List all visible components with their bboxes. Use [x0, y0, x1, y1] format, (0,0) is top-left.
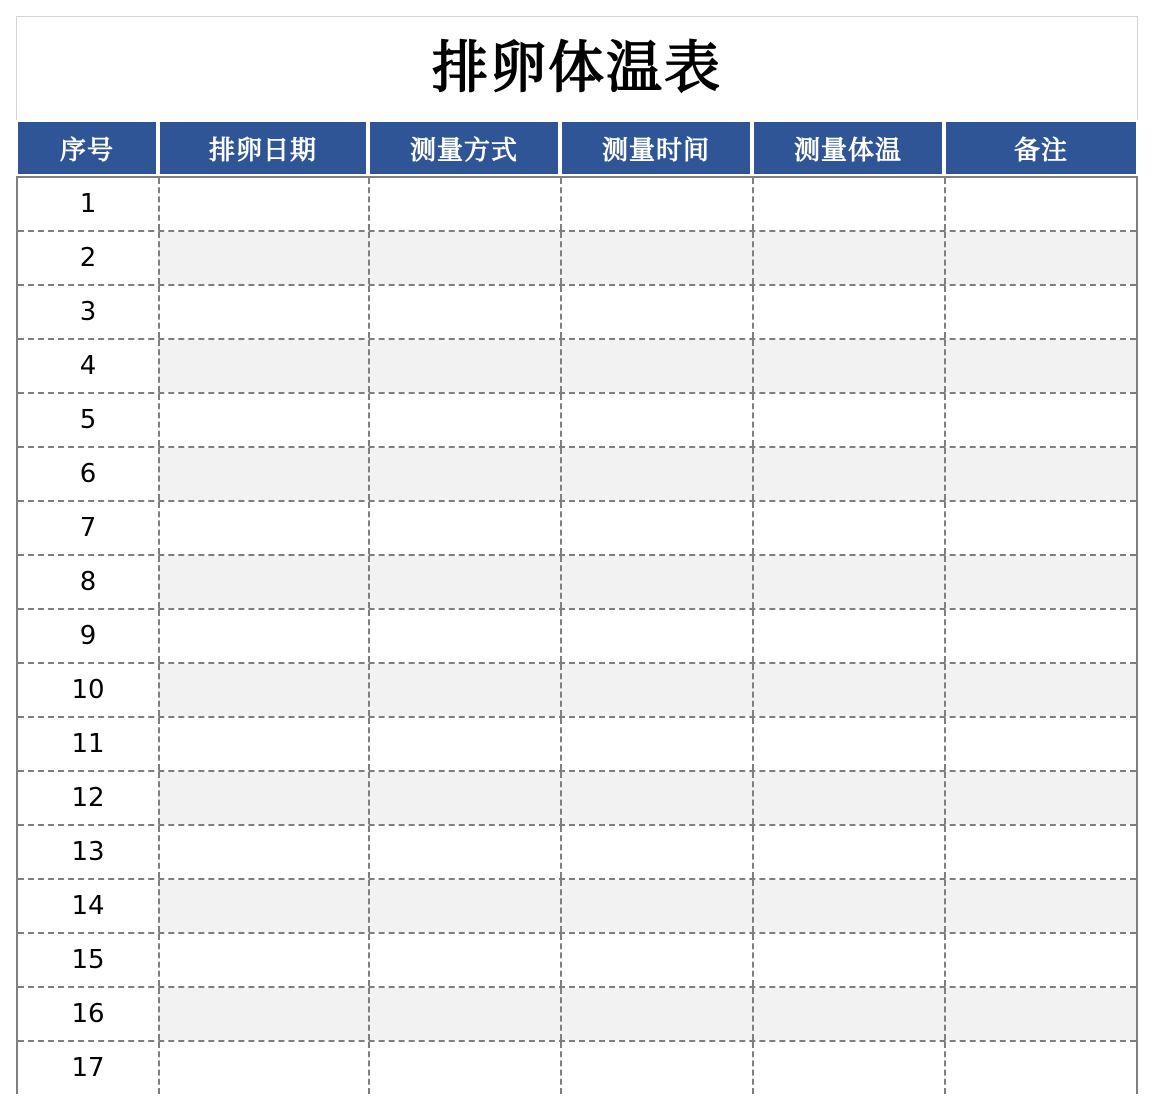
cell-date[interactable]	[158, 718, 368, 770]
cell-temperature[interactable]	[752, 340, 944, 392]
cell-date[interactable]	[158, 988, 368, 1040]
cell-time[interactable]	[560, 232, 752, 284]
table-row	[18, 932, 1136, 986]
table-row	[18, 986, 1136, 1040]
table-row	[18, 230, 1136, 284]
table-row	[18, 446, 1136, 500]
cell-seq[interactable]	[18, 502, 158, 554]
header-cell-temperature[interactable]	[752, 120, 944, 176]
cell-seq[interactable]	[18, 448, 158, 500]
cell-time[interactable]	[560, 286, 752, 338]
table-row	[18, 554, 1136, 608]
cell-notes[interactable]	[944, 232, 1136, 284]
cell-method[interactable]	[368, 340, 560, 392]
cell-temperature[interactable]	[752, 556, 944, 608]
header-label: 排卵日期	[208, 135, 317, 166]
cell-notes[interactable]	[944, 340, 1136, 392]
row-number: 7	[79, 513, 97, 543]
row-number: 3	[79, 297, 97, 327]
header-cell-notes[interactable]	[944, 120, 1138, 176]
cell-seq[interactable]	[18, 772, 158, 824]
cell-time[interactable]	[560, 664, 752, 716]
row-number: 10	[71, 675, 105, 705]
cell-temperature[interactable]	[752, 232, 944, 284]
cell-date[interactable]	[158, 556, 368, 608]
header-label: 备注	[1013, 135, 1068, 166]
row-number: 11	[71, 729, 105, 759]
cell-method[interactable]	[368, 556, 560, 608]
cell-seq[interactable]	[18, 826, 158, 878]
cell-date[interactable]	[158, 880, 368, 932]
table-row	[18, 500, 1136, 554]
cell-date[interactable]	[158, 826, 368, 878]
cell-notes[interactable]	[944, 610, 1136, 662]
cell-notes[interactable]	[944, 448, 1136, 500]
cell-date[interactable]	[158, 1042, 368, 1094]
cell-time[interactable]	[560, 178, 752, 230]
cell-notes[interactable]	[944, 664, 1136, 716]
cell-temperature[interactable]	[752, 286, 944, 338]
cell-seq[interactable]	[18, 178, 158, 230]
cell-seq[interactable]	[18, 988, 158, 1040]
row-number: 17	[71, 1053, 105, 1083]
table-row	[18, 284, 1136, 338]
cell-notes[interactable]	[944, 286, 1136, 338]
cell-notes[interactable]	[944, 502, 1136, 554]
cell-notes[interactable]	[944, 880, 1136, 932]
cell-time[interactable]	[560, 502, 752, 554]
cell-temperature[interactable]	[752, 880, 944, 932]
cell-date[interactable]	[158, 394, 368, 446]
cell-method[interactable]	[368, 502, 560, 554]
cell-temperature[interactable]	[752, 664, 944, 716]
row-number: 12	[71, 783, 105, 813]
cell-temperature[interactable]	[752, 394, 944, 446]
cell-method[interactable]	[368, 394, 560, 446]
cell-method[interactable]	[368, 232, 560, 284]
cell-temperature[interactable]	[752, 178, 944, 230]
cell-seq[interactable]	[18, 286, 158, 338]
table-row	[18, 878, 1136, 932]
cell-notes[interactable]	[944, 718, 1136, 770]
cell-notes[interactable]	[944, 772, 1136, 824]
cell-time[interactable]	[560, 1042, 752, 1094]
cell-notes[interactable]	[944, 934, 1136, 986]
spreadsheet	[16, 16, 1138, 1094]
row-number: 6	[79, 459, 97, 489]
cell-temperature[interactable]	[752, 934, 944, 986]
cell-seq[interactable]	[18, 556, 158, 608]
cell-temperature[interactable]	[752, 1042, 944, 1094]
cell-date[interactable]	[158, 286, 368, 338]
cell-method[interactable]	[368, 718, 560, 770]
cell-seq[interactable]	[18, 610, 158, 662]
cell-temperature[interactable]	[752, 772, 944, 824]
cell-notes[interactable]	[944, 826, 1136, 878]
table-row	[18, 392, 1136, 446]
table-row	[18, 716, 1136, 770]
cell-seq[interactable]	[18, 340, 158, 392]
row-number: 13	[71, 837, 105, 867]
cell-date[interactable]	[158, 340, 368, 392]
row-number: 2	[79, 243, 97, 273]
cell-method[interactable]	[368, 286, 560, 338]
cell-time[interactable]	[560, 610, 752, 662]
cell-seq[interactable]	[18, 934, 158, 986]
cell-time[interactable]	[560, 448, 752, 500]
row-number: 9	[79, 621, 97, 651]
row-number: 8	[79, 567, 97, 597]
cell-time[interactable]	[560, 988, 752, 1040]
cell-seq[interactable]	[18, 718, 158, 770]
table-row	[18, 608, 1136, 662]
table-row	[18, 770, 1136, 824]
temperature-table	[16, 120, 1138, 1094]
table-header-row	[16, 120, 1138, 176]
cell-method[interactable]	[368, 1042, 560, 1094]
header-label: 测量时间	[601, 135, 710, 166]
row-number: 15	[71, 945, 105, 975]
row-number: 1	[79, 189, 97, 219]
cell-seq[interactable]	[18, 394, 158, 446]
cell-method[interactable]	[368, 934, 560, 986]
table-row	[18, 1040, 1136, 1094]
cell-date[interactable]	[158, 772, 368, 824]
cell-temperature[interactable]	[752, 988, 944, 1040]
cell-time[interactable]	[560, 880, 752, 932]
row-number: 14	[71, 891, 105, 921]
cell-time[interactable]	[560, 340, 752, 392]
cell-time[interactable]	[560, 826, 752, 878]
cell-time[interactable]	[560, 556, 752, 608]
header-label: 测量方式	[409, 135, 518, 166]
cell-temperature[interactable]	[752, 826, 944, 878]
cell-date[interactable]	[158, 934, 368, 986]
cell-method[interactable]	[368, 664, 560, 716]
cell-seq[interactable]	[18, 1042, 158, 1094]
table-row	[18, 824, 1136, 878]
header-label: 测量体温	[793, 135, 902, 166]
table-row	[18, 662, 1136, 716]
cell-seq[interactable]	[18, 232, 158, 284]
header-cell-method[interactable]	[368, 120, 560, 176]
cell-seq[interactable]	[18, 880, 158, 932]
cell-temperature[interactable]	[752, 610, 944, 662]
cell-seq[interactable]	[18, 664, 158, 716]
cell-time[interactable]	[560, 934, 752, 986]
cell-notes[interactable]	[944, 394, 1136, 446]
row-number: 16	[71, 999, 105, 1029]
header-label: 序号	[59, 135, 114, 166]
cell-method[interactable]	[368, 826, 560, 878]
cell-date[interactable]	[158, 610, 368, 662]
cell-date[interactable]	[158, 178, 368, 230]
cell-time[interactable]	[560, 718, 752, 770]
cell-date[interactable]	[158, 232, 368, 284]
cell-date[interactable]	[158, 448, 368, 500]
cell-time[interactable]	[560, 394, 752, 446]
cell-time[interactable]	[560, 772, 752, 824]
cell-notes[interactable]	[944, 556, 1136, 608]
cell-method[interactable]	[368, 610, 560, 662]
cell-method[interactable]	[368, 448, 560, 500]
page-title: 排卵体温表	[432, 35, 722, 101]
header-cell-time[interactable]	[560, 120, 752, 176]
header-cell-date[interactable]	[158, 120, 368, 176]
table-row	[18, 338, 1136, 392]
cell-temperature[interactable]	[752, 718, 944, 770]
cell-date[interactable]	[158, 664, 368, 716]
cell-method[interactable]	[368, 178, 560, 230]
cell-temperature[interactable]	[752, 448, 944, 500]
cell-notes[interactable]	[944, 1042, 1136, 1094]
table-body	[16, 176, 1138, 1094]
row-number: 4	[79, 351, 97, 381]
cell-date[interactable]	[158, 502, 368, 554]
cell-notes[interactable]	[944, 988, 1136, 1040]
cell-method[interactable]	[368, 988, 560, 1040]
row-number: 5	[79, 405, 97, 435]
title-cell[interactable]	[16, 16, 1138, 120]
cell-method[interactable]	[368, 772, 560, 824]
cell-method[interactable]	[368, 880, 560, 932]
header-cell-seq[interactable]	[16, 120, 158, 176]
cell-temperature[interactable]	[752, 502, 944, 554]
table-row	[18, 176, 1136, 230]
cell-notes[interactable]	[944, 178, 1136, 230]
